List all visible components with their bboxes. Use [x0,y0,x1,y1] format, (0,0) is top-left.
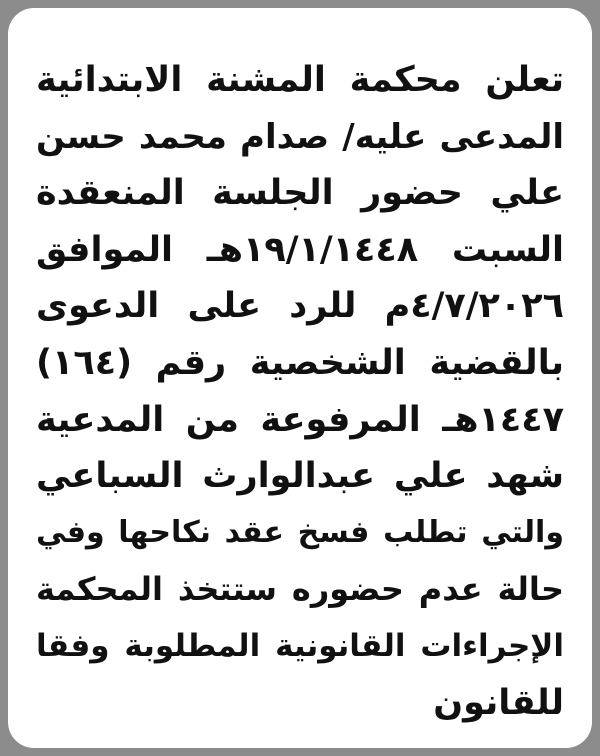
notice-text [36,52,564,731]
notice-line: حالة عدم حضوره ستتخذ المحكمة [36,570,564,609]
court-notice-card [8,8,592,748]
notice-line: المدعى عليه/ صدام محمد حسن [36,116,564,157]
notice-line: الإجراءات القانونية المطلوبة وفقا [36,627,564,664]
notice-line: بالقضية الشخصية رقم (١٦٤) [36,342,564,383]
notice-line: ١٤٤٧هـ المرفوعة من المدعية [36,399,564,440]
notice-line: السبت ١٩/١/١٤٤٨هـ الموافق [36,229,564,270]
notice-line: تعلن محكمة المشنة الابتدائية [36,60,564,100]
notice-line: شهد علي عبدالوارث السباعي [36,456,564,497]
notice-line: ٤/٧/٢٠٢٦م للرد على الدعوى [36,286,564,327]
notice-line: والتي تطلب فسخ عقد نكاحها وفي [36,514,564,550]
notice-line-last: للقانون [433,682,564,723]
notice-line: علي حضور الجلسة المنعقدة [36,173,564,214]
